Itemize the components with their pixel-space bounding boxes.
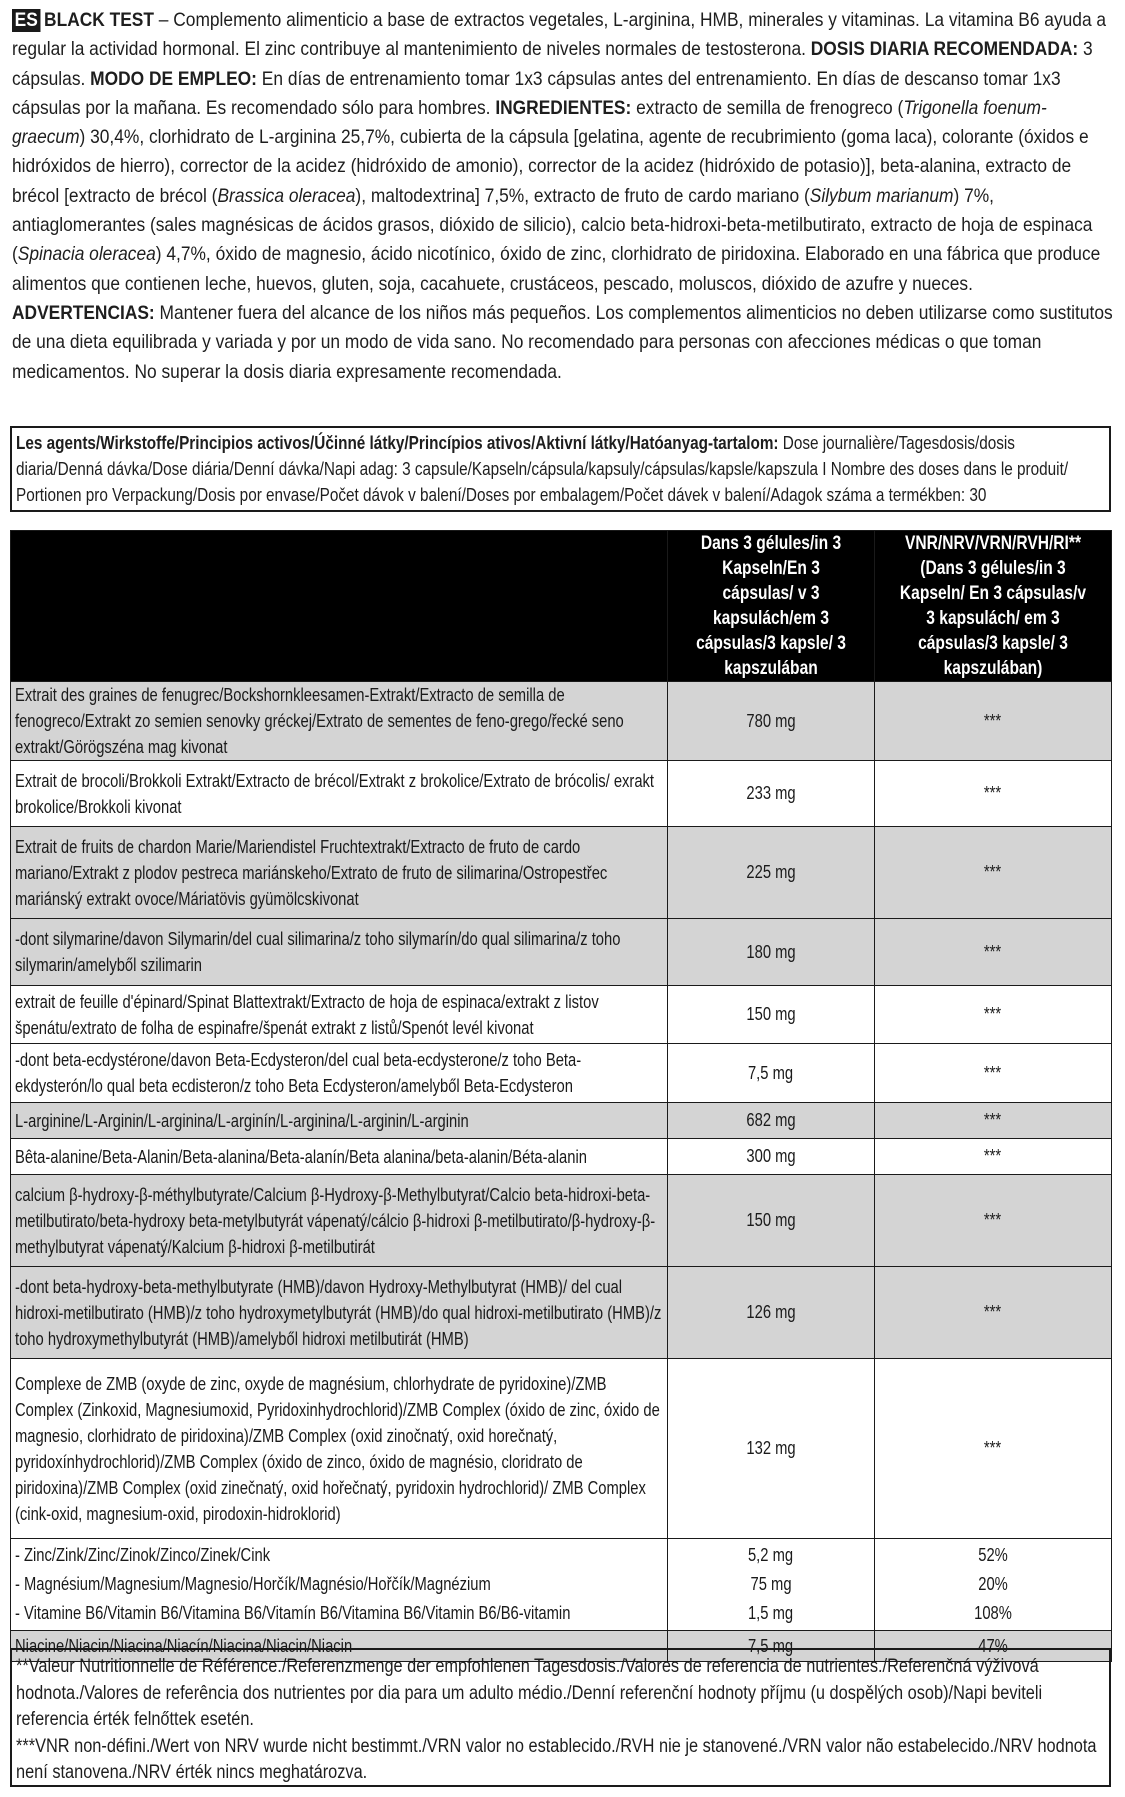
mineral-name: - Magnésium/Magnesium/Magnesio/Horčík/Magnésio/Hořčík/Magnézium bbox=[15, 1574, 491, 1594]
dose-info-text: Dose journalière/Tagesdosis/dosis diaria/Denná dávka/Dose diária/Denní dávka/Napi adag: 3 capsule/Kapseln/cápsula/kapsuly/cápsulas/kapsle/kapszula I Nombre des doses dans le produit/ Portionen pro Verpackung/Dosis por envase/Počet dávok v balení/Doses por embalagem/Počet dávek v balení/Adagok száma a termékben: 30 bbox=[16, 433, 1069, 505]
row-amount: 132 mg bbox=[746, 1438, 796, 1458]
header-blank-cell bbox=[11, 531, 668, 682]
row-amount: 233 mg bbox=[746, 783, 796, 803]
row-vnr: *** bbox=[984, 862, 1002, 882]
row-amount: 150 mg bbox=[746, 1210, 796, 1230]
ingredients-text-5: ) 4,7%, óxido de magnesio, ácido nicotínico, óxido de zinc, clorhidrato de piridoxina. Elaborado en una fábrica que produce alimentos que contienen leche, huevos, gluten, soja, cacahuete, crustáceos, pescado, moluscos, dióxido de azufre y nueces. bbox=[12, 243, 1101, 295]
header-vnr: VNR/NRV/VRN/RVH/RI** (Dans 3 gélules/in 3 Kapseln/ En 3 cápsulas/v 3 kapsulách/ em 3 cápsulas/3 kapsle/ 3 kapszulában) bbox=[899, 533, 1087, 679]
dose-label: DOSIS DIARIA RECOMENDADA: bbox=[810, 38, 1079, 61]
footnote-nrv: **Valeur Nutritionnelle de Référence./Referenzmenge der empfohlenen Tagesdosis./Valores de referencia de nutrientes./Referenčná výživová hodnota./Valores de referência dos nutrientes por dia para um adulto médio./Denní referenční hodnoty příjmu (u dospělých osob)/Napi beviteli referencia érték felnőttek esetén. bbox=[16, 1656, 1043, 1730]
row-name: calcium β-hydroxy-β-méthylbutyrate/Calcium β-Hydroxy-β-Methylbutyrat/Calcio beta-hidroxi-beta-metilbutirato/beta-hydroxy beta-metylbutyrát vápenatý/cálcio β-hidroxi β-metilbutirato/β-hydroxy-β-methylbutyrat vápenatý/Kalcium β-hidroxi β-metilbutirát bbox=[15, 1184, 656, 1257]
intro-paragraph bbox=[12, 6, 1113, 387]
row-amount: 7,5 mg bbox=[748, 1635, 794, 1656]
table-row bbox=[11, 827, 1112, 919]
language-badge: ES bbox=[12, 9, 40, 32]
dose-text: 3 cápsulas. bbox=[12, 38, 1093, 90]
header-vnr-cell bbox=[875, 531, 1112, 682]
usage-text: En días de entrenamiento tomar 1x3 cápsulas antes del entrenamiento. En días de descanso tomar 1x3 cápsulas por la mañana. Es recomendado sólo para hombres. bbox=[12, 67, 1061, 119]
warnings-label: ADVERTENCIAS: bbox=[12, 301, 155, 324]
intro-description: – Complemento alimenticio a base de extractos vegetales, L-arginina, HMB, minerales y vitaminas. La vitamina B6 ayuda a regular la actividad hormonal. El zinc contribuye al mantenimiento de niveles normales de testosterona. bbox=[12, 9, 1107, 61]
minerals-row bbox=[11, 1539, 1112, 1631]
ingredients-latin-2: Brassica oleracea bbox=[217, 184, 356, 207]
row-name: -dont silymarine/davon Silymarin/del cual silimarina/z toho silymarín/do qual silimarina/z toho silymarin/amelyből szilimarin bbox=[15, 929, 621, 975]
footnote-undefined: ***VNR non-défini./Wert von NRV wurde nicht bestimmt./VRN valor no establecido./RVH nie je stanovené./VRN valor não estabelecido./NRV hodnota není stanovena./NRV érték nincs meghatározva. bbox=[16, 1735, 1097, 1783]
footnote-box bbox=[10, 1648, 1111, 1787]
row-name: Niacine/Niacin/Niacina/Niacín/Niacina/Niacin/Niacin bbox=[15, 1636, 353, 1656]
row-name: Extrait des graines de fenugrec/Bockshornkleesamen-Extrakt/Extracto de semilla de fenogreco/Extrakt zo semien senovky gréckej/Extrato de sementes de feno-grego/řecké seno extrakt/Görögszéna mag kivonat bbox=[15, 685, 624, 757]
nutrition-table bbox=[10, 530, 1112, 1662]
row-amount: 180 mg bbox=[746, 941, 796, 962]
row-amount: 780 mg bbox=[746, 710, 796, 731]
row-amount: 126 mg bbox=[746, 1302, 796, 1322]
row-amount: 682 mg bbox=[746, 1110, 796, 1130]
table-row bbox=[11, 1044, 1112, 1103]
warnings-text: Mantener fuera del alcance de los niños más pequeños. Los complementos alimenticios no deben utilizarse como sustitutos de una dieta equilibrada y variada y por un modo de vida sano. No recomendado para personas con afecciones médicas o que toman medicamentos. No superar la dosis diaria expresamente recomendada. bbox=[12, 301, 1113, 383]
table-header-row bbox=[11, 531, 1112, 682]
row-vnr: *** bbox=[984, 941, 1002, 962]
mineral-name: - Zinc/Zink/Zinc/Zinok/Zinco/Zinek/Cink bbox=[15, 1545, 271, 1565]
mineral-name: - Vitamine B6/Vitamin B6/Vitamina B6/Vitamín B6/Vitamina B6/Vitamin B6/B6-vitamin bbox=[15, 1603, 571, 1623]
mineral-vnr: 108% bbox=[974, 1603, 1012, 1623]
row-amount: 150 mg bbox=[746, 1004, 796, 1024]
product-name: BLACK TEST bbox=[44, 9, 154, 31]
row-name: Extrait de fruits de chardon Marie/Mariendistel Fruchtextrakt/Extracto de fruto de cardo mariano/Extrakt z plodov pestreca mariánskeho/Extrato de fruto de silimarina/Ostropestřec mariánský extrakt ovoce/Máriatövis gyümölcskivonat bbox=[15, 836, 608, 909]
ingredients-text-1: extracto de semilla de frenogreco ( bbox=[631, 96, 904, 119]
table-row bbox=[11, 1175, 1112, 1267]
mineral-amount: 5,2 mg bbox=[748, 1545, 794, 1565]
active-ingredients-label: Les agents/Wirkstoffe/Principios activos/Účinné látky/Princípios ativos/Aktivní látky/Hatóanyag-tartalom: bbox=[16, 433, 779, 453]
row-name: Extrait de brocoli/Brokkoli Extrakt/Extracto de brécol/Extrakt z brokolice/Extrato de brócolis/ exrakt brokolice/Brokkoli kivonat bbox=[15, 770, 655, 817]
mineral-amount: 1,5 mg bbox=[748, 1603, 794, 1623]
ingredients-text-4: ) 7%, antiaglomerantes (sales magnésicas de ácidos grasos, dióxido de silicio), calcio beta-hidroxi-beta-metilbutirato, extracto de hoja de espinaca ( bbox=[12, 184, 1093, 266]
row-vnr: *** bbox=[984, 1210, 1002, 1230]
row-vnr: 47% bbox=[978, 1635, 1008, 1656]
row-vnr: *** bbox=[984, 1146, 1002, 1166]
row-name: extrait de feuille d'épinard/Spinat Blattextrakt/Extracto de hoja de espinaca/extrakt z listov špenátu/extrato de folha de espinafre/špenát extrakt z listů/Spenót levél kivonat bbox=[15, 991, 599, 1038]
ingredients-text-3: ), maltodextrina] 7,5%, extracto de fruto de cardo mariano ( bbox=[355, 184, 810, 207]
table-row bbox=[11, 1359, 1112, 1539]
row-amount: 7,5 mg bbox=[748, 1062, 794, 1083]
table-row bbox=[11, 1103, 1112, 1139]
row-vnr: *** bbox=[984, 1438, 1002, 1458]
table-row bbox=[11, 761, 1112, 827]
active-ingredients-info bbox=[10, 426, 1111, 512]
table-row bbox=[11, 986, 1112, 1044]
table-row bbox=[11, 919, 1112, 986]
row-vnr: *** bbox=[984, 1110, 1002, 1130]
mineral-amount: 75 mg bbox=[750, 1574, 792, 1594]
usage-label: MODO DE EMPLEO: bbox=[90, 67, 257, 90]
ingredients-label: INGREDIENTES: bbox=[495, 96, 632, 119]
ingredients-latin-4: Spinacia oleracea bbox=[17, 243, 156, 266]
header-dose-cell bbox=[668, 531, 875, 682]
row-amount: 225 mg bbox=[746, 862, 796, 882]
row-name: -dont beta-ecdystérone/davon Beta-Ecdysteron/del cual beta-ecdysterone/z toho Beta-ekdysterón/lo qual beta ecdisteron/z toho Beta Ecdysteron/amelyből Beta-Ecdysteron bbox=[15, 1050, 582, 1096]
mineral-vnr: 52% bbox=[978, 1545, 1008, 1565]
ingredients-latin-3: Silybum marianum bbox=[809, 184, 954, 207]
row-name: L-arginine/L-Arginin/L-arginina/L-arginín/L-arginina/L-arginin/L-arginin bbox=[15, 1110, 469, 1131]
row-vnr: *** bbox=[984, 1062, 1002, 1083]
row-vnr: *** bbox=[984, 1302, 1002, 1322]
ingredients-text-2: ) 30,4%, clorhidrato de L-arginina 25,7%, cubierta de la cápsula [gelatina, agente de recubrimiento (goma laca), colorante (óxidos e hidróxidos de hierro), corrector de la acidez (hidróxido de amonio), corrector de la acidez (hidróxido de potasio)], beta-alanina, extracto de brécol [extracto de brécol ( bbox=[12, 126, 1089, 207]
table-row bbox=[11, 1267, 1112, 1359]
header-dose: Dans 3 gélules/in 3 Kapseln/En 3 cápsulas/ v 3 kapsulách/em 3 cápsulas/3 kapsle/ 3 kapszulában bbox=[696, 533, 846, 679]
table-row bbox=[11, 1139, 1112, 1175]
row-vnr: *** bbox=[984, 1004, 1002, 1024]
ingredients-latin-1: Trigonella foenum-graecum bbox=[12, 96, 1047, 149]
row-amount: 300 mg bbox=[746, 1146, 796, 1166]
row-name: Complexe de ZMB (oxyde de zinc, oxyde de magnésium, chlorhydrate de pyridoxine)/ZMB Complex (Zinkoxid, Magnesiumoxid, Pyridoxinhydrochlorid)/ZMB Complex (óxido de zinc, óxido de magnesio, clorhidrato de piridoxina)/ZMB Complex (oxid zinočnatý, oxid horečnatý, pyridoxínhydrochlorid)/ZMB Complex (óxido de zinco, óxido de magnésio, cloridrato de piridoxina)/ZMB Complex (oxid zinečnatý, oxid hořečnatý, pyridoxin hydrochlorid)/ ZMB Complex (cink-oxid, magnesium-oxid, pirodoxin-hidroklorid) bbox=[15, 1373, 660, 1524]
row-name: -dont beta-hydroxy-beta-methylbutyrate (HMB)/davon Hydroxy-Methylbutyrat (HMB)/ del cual hidroxi-metilbutirato (HMB)/z toho hydroxymetylbutyrát (HMB)/do qual hidroxi-metilbutirato (HMB)/z toho hydroxymethylbutyrát (HMB)/amelyből hidroxi metilbutirát (HMB) bbox=[15, 1276, 662, 1349]
row-name: Bêta-alanine/Beta-Alanin/Beta-alanina/Beta-alanín/Beta alanina/beta-alanin/Béta-alanin bbox=[15, 1146, 587, 1167]
mineral-vnr: 20% bbox=[978, 1574, 1008, 1594]
table-row bbox=[11, 682, 1112, 761]
row-vnr: *** bbox=[984, 710, 1002, 731]
row-vnr: *** bbox=[984, 783, 1002, 803]
